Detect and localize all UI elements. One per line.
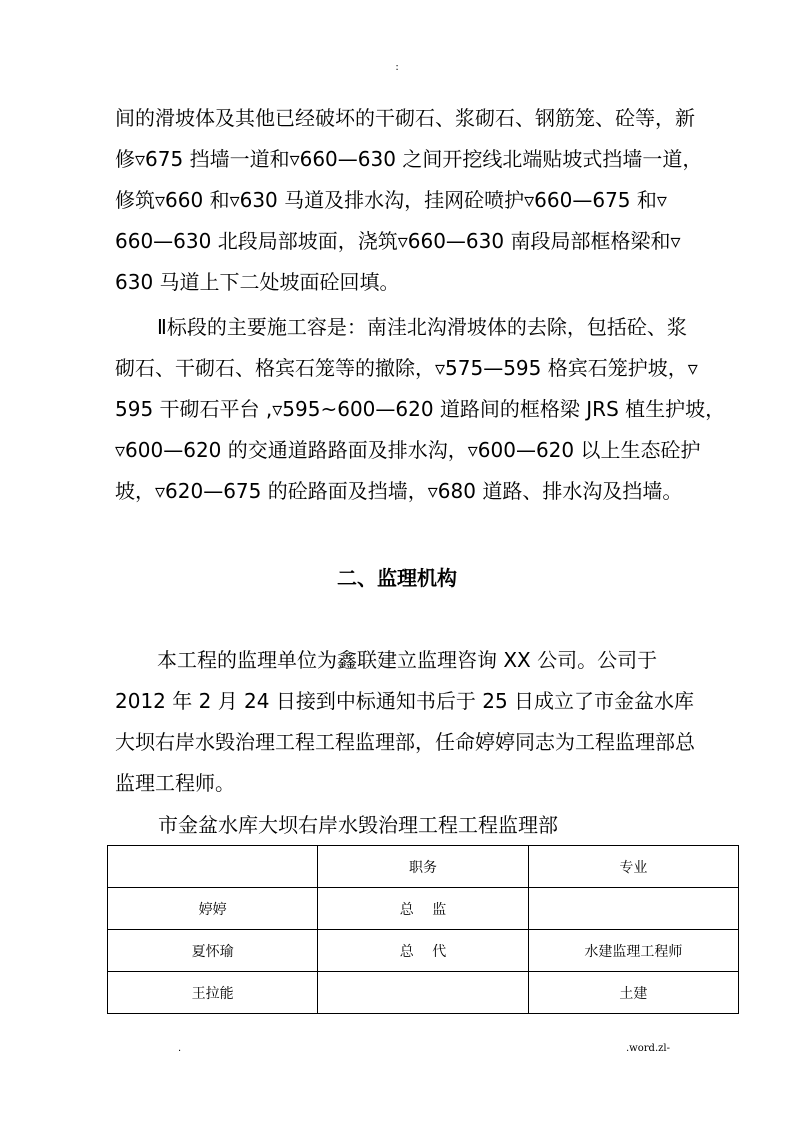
paragraph-line: Ⅱ标段的主要施工容是：南洼北沟滑坡体的去除，包括砼、浆 [157, 315, 687, 339]
paragraph-3 [115, 640, 745, 804]
paragraph-line: 修▿675 挡墙一道和▿660—630 之间开挖线北端贴坡式挡墙一道， [115, 147, 703, 171]
paragraph-line: 630 马道上下二处坡面砼回填。 [115, 270, 400, 294]
page-header-mark: : [395, 62, 399, 73]
table-caption: 市金盆水库大坝右岸水毁治理工程工程监理部 [158, 813, 558, 837]
table-cell [318, 972, 528, 1014]
footer-dot: . [178, 1043, 182, 1054]
table-cell [528, 888, 738, 930]
paragraph-line: ▿600—620 的交通道路路面及排水沟，▿600—620 以上生态砼护 [115, 438, 701, 462]
table-cell: 婷婷 [108, 888, 318, 930]
paragraph-line: 坡，▿620—675 的砼路面及挡墙，▿680 道路、排水沟及挡墙。 [115, 479, 683, 503]
paragraph-line: 2012 年 2 月 24 日接到中标通知书后于 25 日成立了市金盆水库 [115, 689, 695, 713]
paragraph-line: 595 干砌石平台 ,▿595~600—620 道路间的框格梁 JRS 植生护坡， [115, 397, 726, 421]
table-row [108, 972, 739, 1014]
table-header-cell: 职务 [318, 846, 528, 888]
paragraph-line: 大坝右岸水毁治理工程工程监理部，任命婷婷同志为工程监理部总 [115, 730, 695, 754]
table-cell: 总 监 [318, 888, 528, 930]
table-cell: 夏怀瑜 [108, 930, 318, 972]
paragraph-1 [115, 98, 745, 303]
table-header-row [108, 846, 739, 888]
paragraph-line: 修筑▿660 和▿630 马道及排水沟，挂网砼喷护▿660—675 和▿ [115, 188, 667, 212]
paragraph-line: 间的滑坡体及其他已经破坏的干砌石、浆砌石、钢筋笼、砼等，新 [115, 106, 695, 130]
paragraph-line: 监理工程师。 [115, 771, 235, 795]
paragraph-line: 砌石、干砌石、格宾石笼等的撤除，▿575—595 格宾石笼护坡，▿ [115, 356, 698, 380]
paragraph-line: 660—630 北段局部坡面，浇筑▿660—630 南段局部框格梁和▿ [115, 229, 681, 253]
footer-text: .word.zl- [626, 1043, 670, 1054]
table-cell: 王拉能 [108, 972, 318, 1014]
table-cell: 土建 [528, 972, 738, 1014]
paragraph-2 [115, 307, 745, 512]
table-header-cell [108, 846, 318, 888]
table-row [108, 888, 739, 930]
table-cell: 水建监理工程师 [528, 930, 738, 972]
staff-table [107, 845, 739, 1014]
table-row [108, 930, 739, 972]
paragraph-line: 本工程的监理单位为鑫联建立监理咨询 XX 公司。公司于 [157, 648, 658, 672]
section-heading: 二、监理机构 [337, 566, 457, 590]
table-header-cell: 专业 [528, 846, 738, 888]
table-cell: 总 代 [318, 930, 528, 972]
